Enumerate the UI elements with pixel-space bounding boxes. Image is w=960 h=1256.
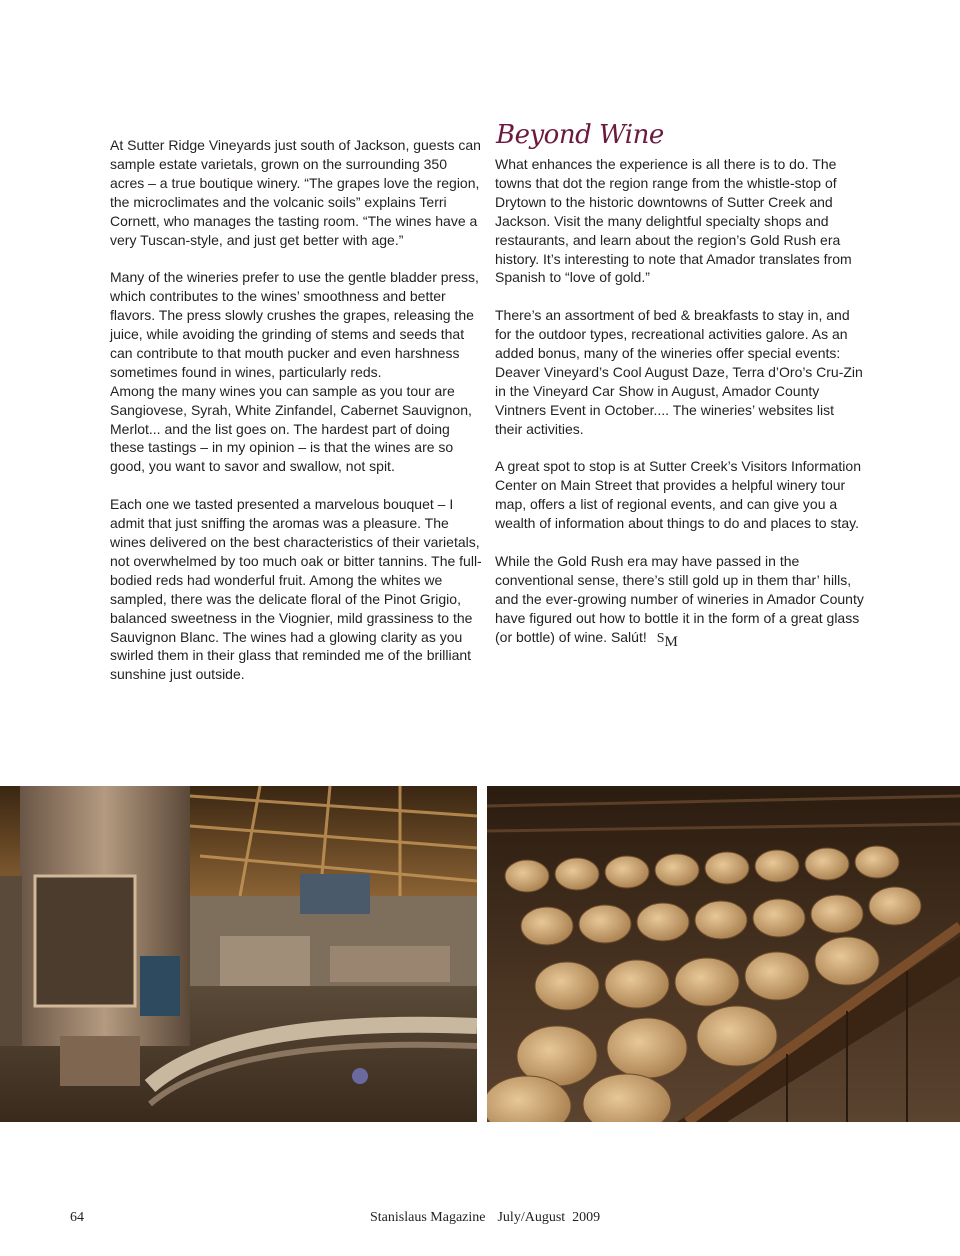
end-mark-m: M (664, 633, 678, 650)
bottling-line-photo (0, 786, 477, 1122)
issue-date: July/August 2009 (497, 1210, 601, 1225)
last-paragraph-text: While the Gold Rush era may have passed in the conventional sense, there’s still gold up in them thar’ hills, and the ever-growing number of wineries in Amador County have figured out how to bottle it in the form of a great glass (or bottle) of wine. Salút! (495, 552, 864, 645)
article-paragraph: At Sutter Ridge Vineyards just south of Jackson, guests can sample estate varietals, grown on the surrounding 350 acres – a true boutique winery. “The grapes love the region, the microclimates and the volcanic soils” explains Terri Cornett, who manages the tasting room. “The wines have a very Tuscan-style, and just get better with age.” (110, 137, 481, 248)
left-article-column (110, 136, 482, 703)
article-paragraph: Among the many wines you can sample as you tour are Sangiovese, Syrah, White Zinfandel, Cabernet Sauvignon, Merlot... and the list goes on. The hardest part of doing these tastings – in my opinion – is that the wines are so good, you want to savor and swallow, not spit. (110, 382, 472, 475)
article-paragraph: Each one we tasted presented a marvelous bouquet – I admit that just sniffing the aromas was a pleasure. The wines delivered on the best characteristics of their varietals, not overwhelmed by too much oak or bitter tannins. The full-bodied reds had wonderful fruit. Among the whites we sampled, there was the delicate floral of the Pinot Grigio, balanced sweetness in the Viognier, mild grassiness to the Sauvignon Blanc. The wines had a glowing clarity as you swirled them in their glass that reminded me of the brilliant sunshine just outside. (110, 496, 482, 683)
article-paragraph: What enhances the experience is all there is to do. The towns that dot the region range from the whistle-stop of Drytown to the historic downtowns of Sutter Creek and Jackson. Visit the many delightful specialty shops and restaurants, and learn about the region’s Gold Rush era history. It’s interesting to note that Amador translates from Spanish to “love of gold.” (495, 156, 852, 286)
end-mark (656, 630, 678, 650)
article-paragraph: There’s an assortment of bed & breakfasts to stay in, and for the outdoor types, recreational activities galore. As an added bonus, many of the wineries offer special events: Deaver Vineyard’s Cool August Daze, Terra d’Oro’s Cru-Zin in the Vineyard Car Show in August, Amador County Vintners Event in October.... The wineries’ websites list their activities. (495, 307, 863, 437)
article-paragraph: Many of the wineries prefer to use the gentle bladder press, which contributes to the wines’ smoothness and better flavors. The press slowly crushes the grapes, releasing the juice, while avoiding the grinding of stems and seeds that can contribute to that mouth pucker and even harshness sometimes found in wines, particularly reds. (110, 269, 479, 380)
magazine-name: Stanislaus Magazine (370, 1210, 486, 1225)
article-paragraph: A great spot to stop is at Sutter Creek’s Visitors Information Center on Main Street that provides a helpful winery tour map, offers a list of regional events, and can give you a wealth of information about things to do and places to stay. (495, 458, 861, 532)
right-article-column (495, 155, 865, 667)
end-mark-s: S (656, 630, 665, 646)
page-number: 64 (70, 1210, 84, 1225)
article-paragraph-last (495, 552, 865, 649)
running-footer (370, 1210, 600, 1226)
section-heading: Beyond Wine (496, 120, 664, 150)
barrel-room-photo (487, 786, 960, 1122)
